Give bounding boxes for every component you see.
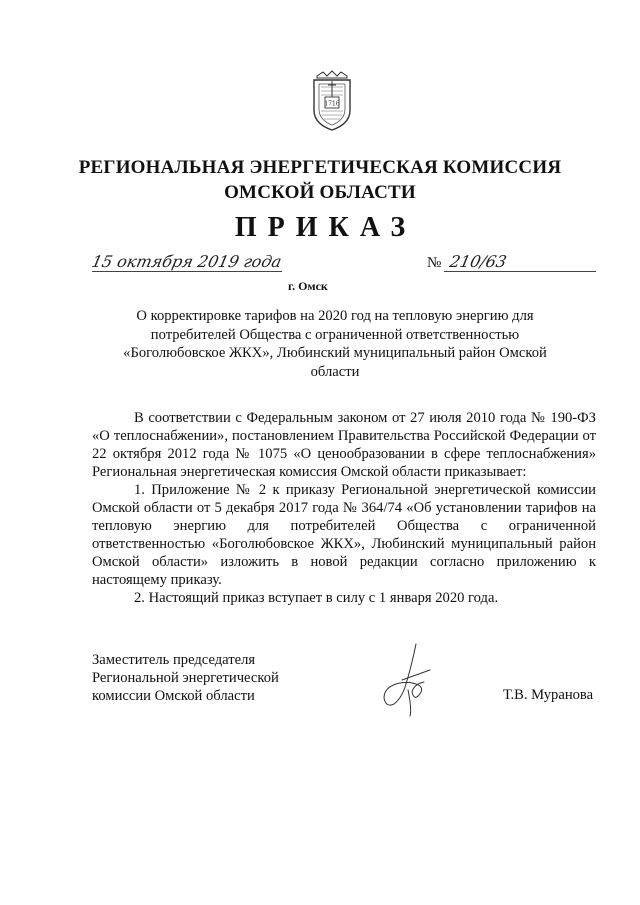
omsk-coat-of-arms-icon [309, 70, 355, 132]
signatory-title-line: Заместитель председателя [92, 652, 256, 668]
signatory-title-line: комиссии Омской области [92, 688, 255, 704]
signatory-title [92, 651, 279, 705]
body-paragraph: 2. Настоящий приказ вступает в силу с 1 января 2020 года. [134, 590, 499, 606]
document-subject [115, 307, 555, 381]
number-label: № [427, 255, 442, 271]
svg-text:1716: 1716 [324, 100, 340, 108]
city-label: г. Омск [288, 279, 328, 293]
body-paragraph: В соответствии с Федеральным законом от 27 июля 2010 года № 190-ФЗ «О теплоснабжении», постановлением Правительства Российской Федерации от 22 октября 2012 года № 1075 «О ценообразовании в сфере теплоснабжения» Региональная энергетическая комиссия Омской области приказывает: [92, 410, 596, 480]
subject-line: области [310, 363, 360, 380]
handwritten-signature-icon [372, 640, 442, 720]
signatory-name: Т.В. Муранова [503, 687, 594, 703]
signatory-title-line: Региональной энергетической [92, 670, 279, 686]
number-underline [444, 271, 596, 272]
handwritten-number: 210/63 [447, 252, 509, 271]
subject-line: потребителей Общества с ограниченной ответственностью [150, 326, 520, 343]
document-body [92, 409, 596, 607]
handwritten-date: 15 октября 2019 года [89, 252, 284, 271]
body-paragraph: 1. Приложение № 2 к приказу Региональной энергетической комиссии Омской области от 5 декабря 2017 года № 364/74 «Об установлении тарифов на тепловую энергию для потребителей Общества с ограниченной ответственностью «Боголюбовское ЖКХ», Любинский муниципальный район Омской области» изложить в новой редакции согласно приложению к настоящему приказу. [92, 482, 596, 588]
document-type-title: ПРИКАЗ [234, 212, 417, 243]
subject-line: О корректировке тарифов на 2020 год на тепловую энергию для [136, 308, 534, 324]
date-underline [92, 271, 282, 272]
organization-name-line2: ОМСКОЙ ОБЛАСТИ [224, 182, 416, 203]
subject-line: «Боголюбовское ЖКХ», Любинский муниципальный район Омской [123, 345, 547, 361]
organization-name-line1: РЕГИОНАЛЬНАЯ ЭНЕРГЕТИЧЕСКАЯ КОМИССИЯ [78, 157, 562, 178]
